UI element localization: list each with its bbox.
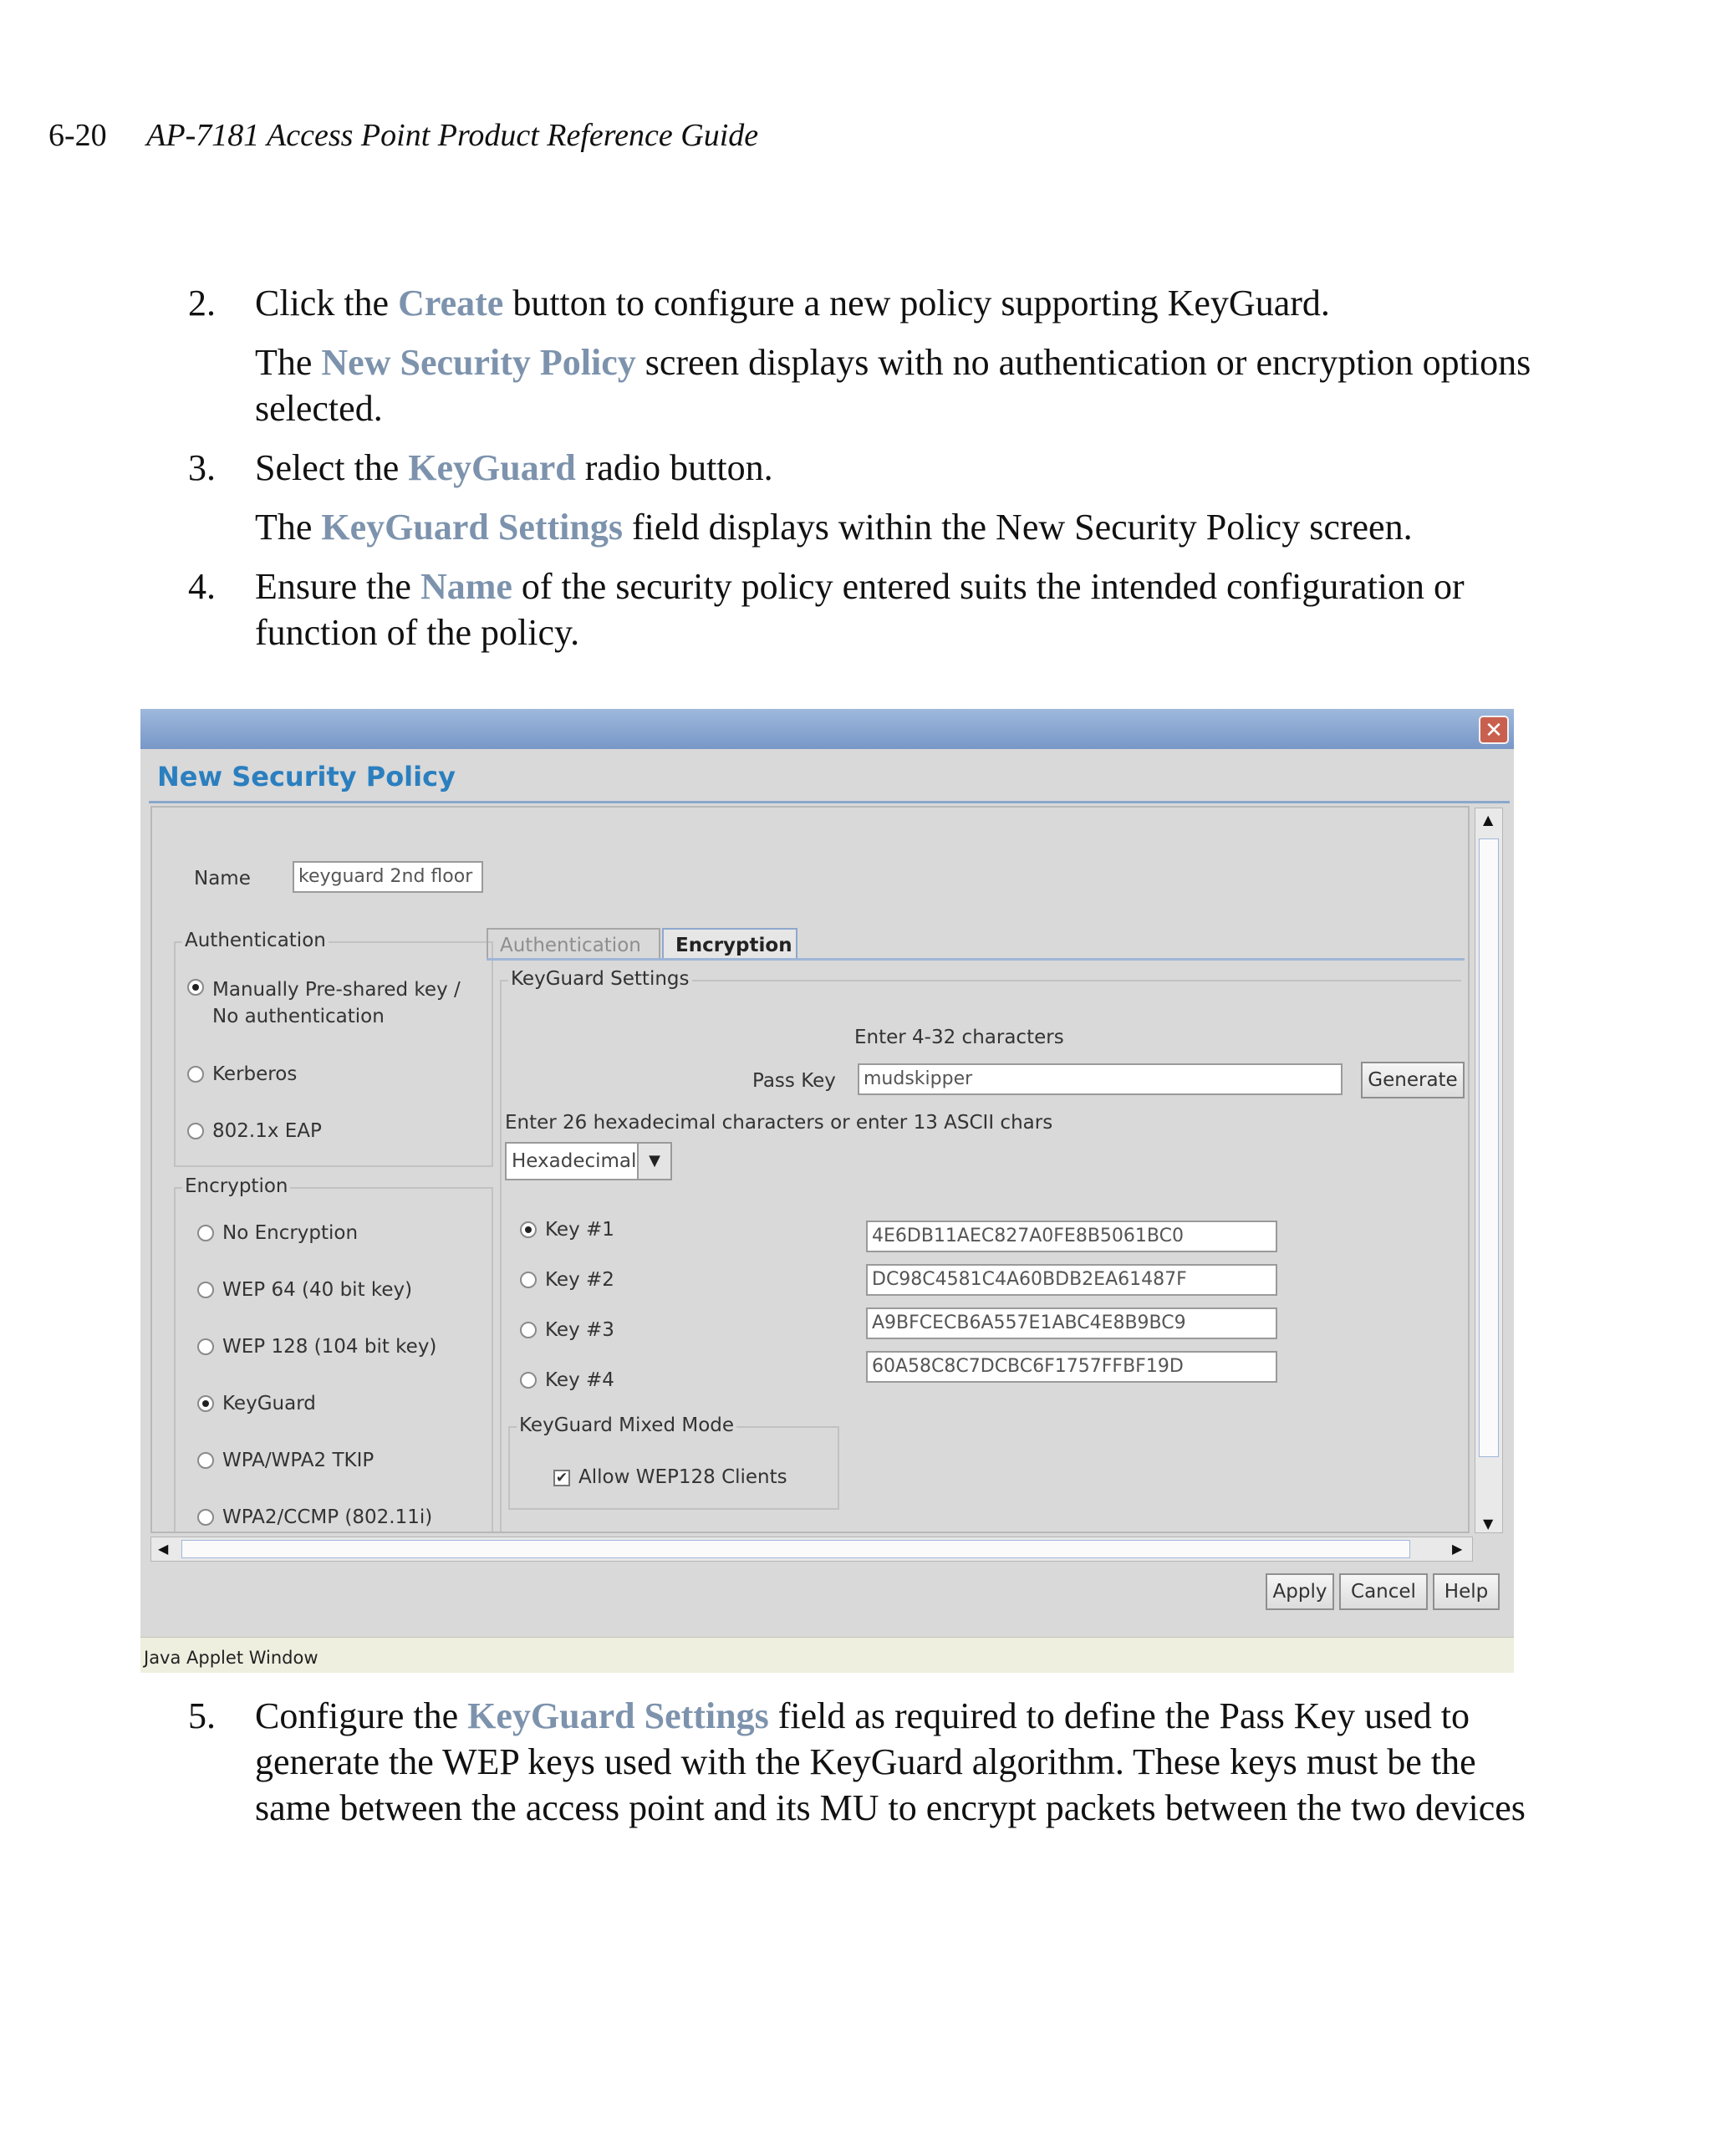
text: field displays within the New Security Policy screen.	[622, 507, 1413, 548]
scroll-up-icon[interactable]: ▲	[1483, 812, 1494, 828]
step-number: 5.	[188, 1695, 216, 1736]
text: Configure the	[255, 1695, 468, 1736]
radio-key-1[interactable]	[520, 1219, 614, 1241]
step-4	[188, 563, 1542, 655]
radio-label: WEP 128 (104 bit key)	[222, 1336, 437, 1358]
radio-wpa2-ccmp[interactable]	[197, 1506, 432, 1528]
generate-button[interactable]: Generate	[1361, 1062, 1465, 1098]
keyword-new-security-policy: New Security Policy	[321, 342, 636, 383]
step-number: 4.	[188, 566, 216, 607]
pass-key-input[interactable]: mudskipper	[858, 1063, 1343, 1095]
step-2	[188, 280, 1542, 326]
radio-label: Key #4	[545, 1369, 614, 1391]
key-1-input[interactable]: 4E6DB11AEC827A0FE8B5061BC0	[866, 1221, 1277, 1252]
tab-underline	[487, 958, 1465, 961]
radio-label: Manually Pre-shared key / No authentication	[212, 979, 461, 1027]
encryption-group	[174, 1175, 493, 1533]
radio-key-2[interactable]	[520, 1269, 614, 1291]
radio-icon	[197, 1452, 214, 1469]
radio-label: Key #1	[545, 1219, 614, 1241]
radio-manual-psk[interactable]	[187, 976, 461, 1030]
radio-key-3[interactable]	[520, 1319, 614, 1341]
name-label: Name	[194, 868, 251, 889]
step-text	[255, 1693, 1542, 1831]
key-format-value: Hexadecimal	[512, 1150, 637, 1172]
radio-wep64[interactable]	[197, 1279, 412, 1301]
step-2-result	[255, 339, 1559, 431]
key-2-input[interactable]: DC98C4581C4A60BDB2EA61487F	[866, 1264, 1277, 1296]
radio-selected-icon	[520, 1221, 537, 1238]
radio-label: 802.1x EAP	[212, 1120, 322, 1142]
pass-key-hint: Enter 4-32 characters	[854, 1027, 1064, 1048]
radio-icon	[197, 1282, 214, 1298]
radio-icon	[197, 1338, 214, 1355]
text: field as required to define the Pass Key used to generate the WEP keys used with the KeyGuard algorithm. These keys must be the same between the access point and its MU to encrypt packets between the two devices	[255, 1695, 1526, 1828]
text: Ensure the	[255, 566, 420, 607]
allow-wep128-checkbox[interactable]	[553, 1466, 787, 1488]
radio-keyguard[interactable]	[197, 1393, 316, 1414]
radio-key-4[interactable]	[520, 1369, 614, 1391]
dialog-titlebar	[140, 709, 1514, 749]
radio-selected-icon	[197, 1395, 214, 1412]
step-3	[188, 445, 1542, 491]
chevron-down-icon[interactable]: ▼	[637, 1144, 670, 1179]
text: button to configure a new policy supporting KeyGuard.	[503, 283, 1330, 324]
radio-icon	[520, 1322, 537, 1338]
radio-icon	[520, 1372, 537, 1389]
apply-button[interactable]: Apply	[1266, 1573, 1334, 1610]
guide-title: AP-7181 Access Point Product Reference Guide	[146, 118, 759, 153]
key-format-hint: Enter 26 hexadecimal characters or enter 13 ASCII chars	[505, 1112, 1053, 1134]
keyguard-settings-label: KeyGuard Settings	[508, 968, 692, 990]
text: The	[255, 507, 322, 548]
key-4-input[interactable]: 60A58C8C7DCBC6F1757FFBF19D	[866, 1351, 1277, 1383]
name-input[interactable]: keyguard 2nd floor	[293, 861, 483, 893]
new-security-policy-dialog	[140, 709, 1514, 1672]
radio-icon	[197, 1225, 214, 1241]
content-panel	[150, 806, 1470, 1533]
step-text	[255, 563, 1542, 655]
radio-selected-icon	[187, 979, 204, 996]
radio-icon	[197, 1509, 214, 1526]
step-text	[255, 280, 1542, 326]
mixed-mode-label: KeyGuard Mixed Mode	[517, 1414, 736, 1436]
radio-label: Key #3	[545, 1319, 614, 1341]
radio-label: Key #2	[545, 1269, 614, 1291]
step-3-result	[255, 504, 1559, 550]
step-5	[188, 1693, 1542, 1831]
page-header	[48, 117, 758, 154]
keyguard-mixed-mode-group	[508, 1414, 839, 1510]
radio-no-encryption[interactable]	[197, 1222, 358, 1244]
radio-label: No Encryption	[222, 1222, 359, 1244]
help-button[interactable]: Help	[1433, 1573, 1500, 1610]
text: screen displays with no authentication or encryption options selected.	[255, 342, 1531, 429]
vertical-scroll-thumb[interactable]	[1479, 838, 1499, 1457]
key-format-select[interactable]	[505, 1142, 672, 1180]
checkbox-checked-icon: ✔	[553, 1470, 570, 1486]
radio-icon	[187, 1066, 204, 1083]
radio-label: WPA/WPA2 TKIP	[222, 1450, 374, 1471]
dialog-title: New Security Policy	[157, 761, 456, 793]
authentication-group	[174, 930, 493, 1167]
keyword-name: Name	[420, 566, 512, 607]
radio-label: Kerberos	[212, 1063, 298, 1085]
vertical-scrollbar[interactable]	[1475, 808, 1503, 1533]
keyword-keyguard: KeyGuard	[408, 447, 576, 488]
horizontal-scroll-thumb[interactable]	[181, 1540, 1410, 1558]
scroll-down-icon[interactable]: ▼	[1483, 1516, 1494, 1532]
applet-status-text: Java Applet Window	[144, 1648, 318, 1668]
radio-8021x-eap[interactable]	[187, 1120, 322, 1142]
close-icon[interactable]: ✕	[1479, 716, 1509, 744]
text: radio button.	[575, 447, 773, 488]
keyword-keyguard-settings: KeyGuard Settings	[467, 1695, 769, 1736]
text: Select the	[255, 447, 409, 488]
checkbox-label: Allow WEP128 Clients	[578, 1466, 787, 1488]
keyword-create: Create	[398, 283, 504, 324]
radio-label: KeyGuard	[222, 1393, 316, 1414]
radio-kerberos[interactable]	[187, 1063, 297, 1085]
text: Click the	[255, 283, 399, 324]
page-number: 6-20	[48, 118, 107, 153]
step-text	[255, 445, 1542, 491]
radio-icon	[187, 1123, 204, 1139]
key-3-input[interactable]: A9BFCECB6A557E1ABC4E8B9BC9	[866, 1307, 1277, 1339]
applet-status-bar	[140, 1637, 1514, 1673]
scroll-right-icon[interactable]: ▶	[1452, 1541, 1463, 1557]
radio-label: WEP 64 (40 bit key)	[222, 1279, 413, 1301]
tab-encryption[interactable]: Encryption	[662, 928, 797, 960]
keyword-keyguard-settings: KeyGuard Settings	[321, 507, 623, 548]
authentication-group-label: Authentication	[182, 930, 329, 951]
text: of the security policy entered suits the intended configuration or function of the policy.	[255, 566, 1465, 653]
radio-wpa-tkip[interactable]	[197, 1450, 374, 1471]
radio-wep128[interactable]	[197, 1336, 436, 1358]
radio-icon	[520, 1272, 537, 1288]
text: The	[255, 342, 322, 383]
scroll-left-icon[interactable]: ◀	[158, 1541, 169, 1557]
cancel-button[interactable]: Cancel	[1339, 1573, 1428, 1610]
radio-label: WPA2/CCMP (802.11i)	[222, 1506, 433, 1528]
step-number: 2.	[188, 283, 216, 324]
header-divider	[149, 801, 1510, 803]
horizontal-scrollbar[interactable]	[150, 1537, 1473, 1562]
tab-authentication[interactable]: Authentication	[487, 928, 660, 960]
pass-key-label: Pass Key	[752, 1070, 836, 1092]
encryption-group-label: Encryption	[182, 1175, 290, 1197]
step-number: 3.	[188, 447, 216, 488]
